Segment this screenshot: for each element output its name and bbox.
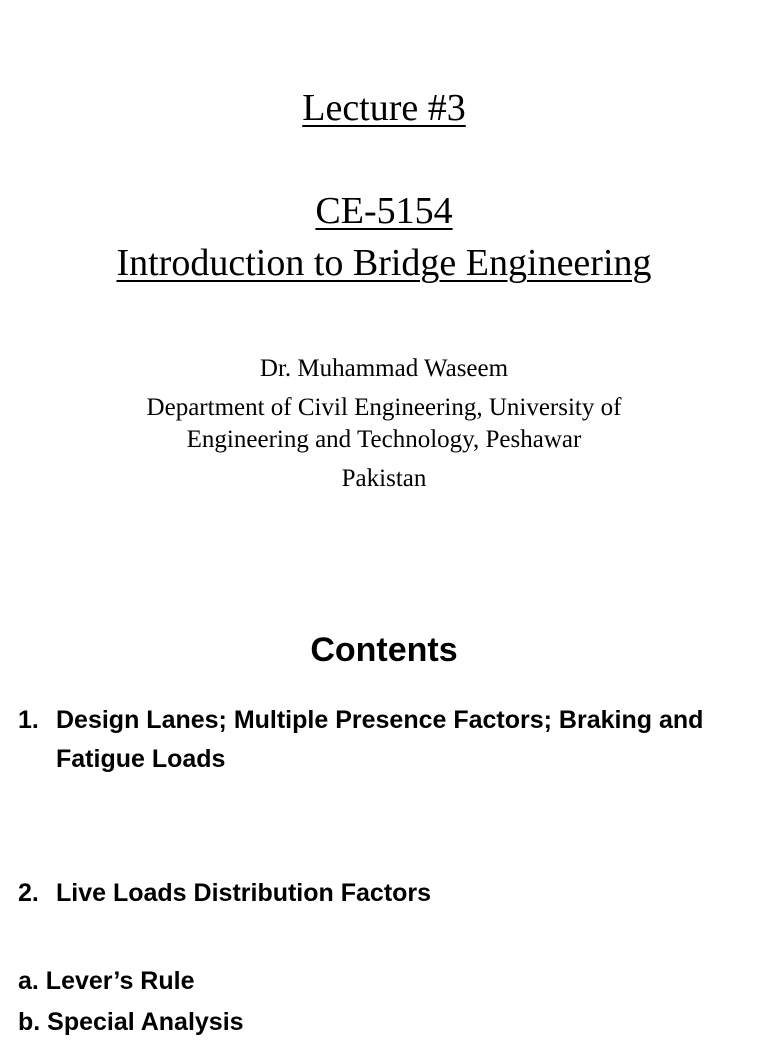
country: Pakistan [341, 465, 427, 492]
contents-item-number: 2. [18, 879, 39, 907]
course-code: CE-5154 [315, 190, 453, 232]
contents-item-text: Design Lanes; Multiple Presence Factors; Braking and Fatigue Loads [56, 706, 704, 773]
contents-slide [0, 560, 768, 1036]
lecture-title [0, 86, 768, 130]
department-line-2: Engineering and Technology, Peshawar [186, 426, 582, 453]
author-name: Dr. Muhammad Waseem [259, 355, 509, 382]
contents-item-number: 1. [18, 706, 39, 734]
contents-heading: Contents [310, 631, 458, 669]
contents-subitem-b: b. Special Analysis [18, 1008, 244, 1036]
contents-item-text: Live Loads Distribution Factors [56, 879, 432, 907]
course-name-line [0, 241, 768, 285]
contents-item-2 [18, 874, 748, 913]
department-line-1: Department of Civil Engineering, University of [146, 394, 622, 421]
contents-subitem-a: a. Lever’s Rule [18, 967, 195, 995]
lecture-number: Lecture #3 [302, 87, 466, 129]
contents-item-1 [18, 701, 748, 779]
course-name: Introduction to Bridge Engineering [116, 242, 652, 284]
course-code-line [0, 189, 768, 233]
